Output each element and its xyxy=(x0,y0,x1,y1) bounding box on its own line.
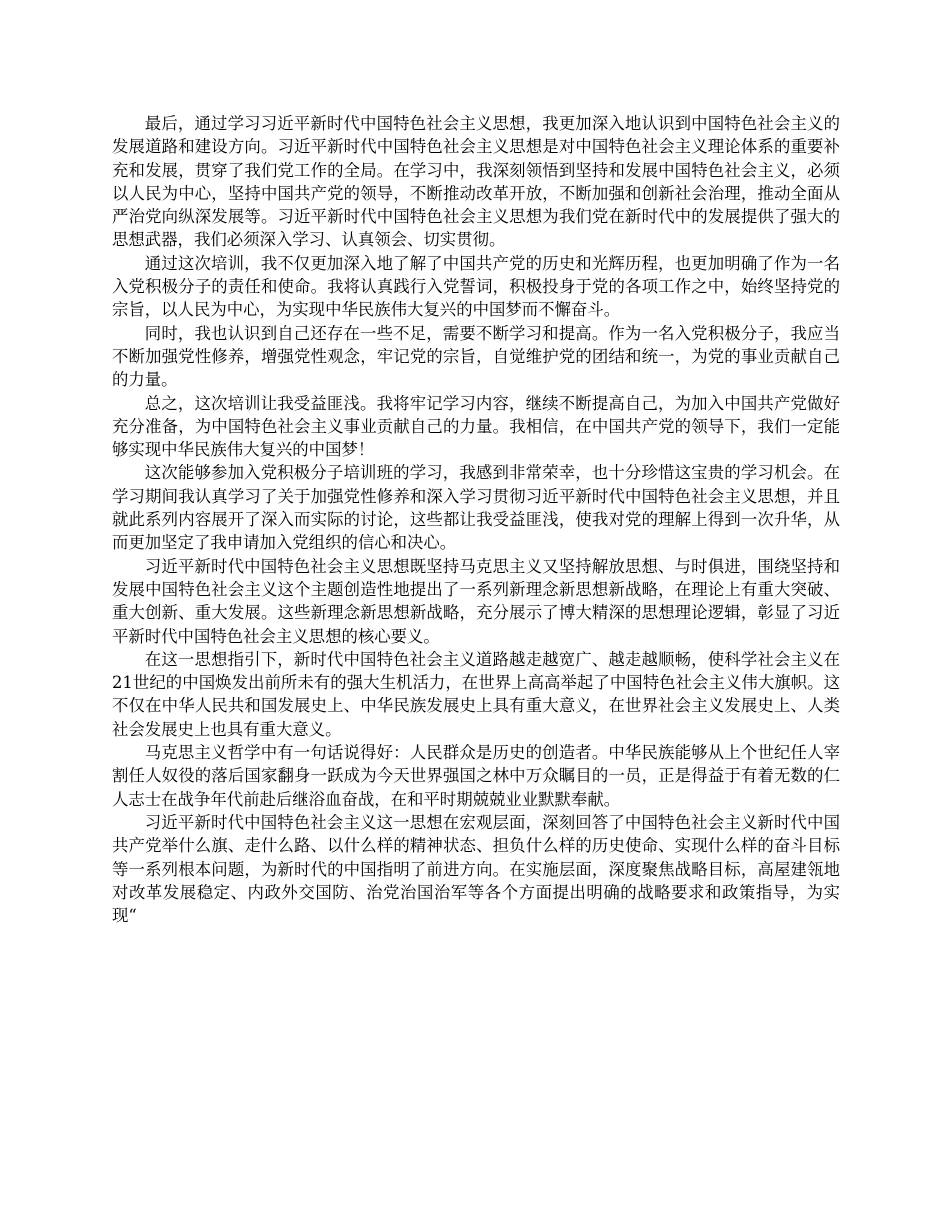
paragraph: 习近平新时代中国特色社会主义思想既坚持马克思主义又坚持解放思想、与时俱进，围绕坚持和发展中国特色社会主义这个主题创造性地提出了一系列新理念新思想新战略，在理论上有重大突破、重大创新、重大发展。这些新理念新思想新战略，充分展示了博大精深的思想理论逻辑，彰显了习近平新时代中国特色社会主义思想的核心要义。 xyxy=(112,556,840,646)
document-body xyxy=(112,112,840,927)
paragraph: 同时，我也认识到自己还存在一些不足，需要不断学习和提高。作为一名入党积极分子，我应当不断加强党性修养，增强党性观念，牢记党的宗旨，自觉维护党的团结和统一，为党的事业贡献自己的力量。 xyxy=(112,323,840,390)
paragraph: 马克思主义哲学中有一句话说得好：人民群众是历史的创造者。中华民族能够从上个世纪任人宰割任人奴役的落后国家翻身一跃成为今天世界强国之林中万众瞩目的一员，正是得益于有着无数的仁人志士在战争年代前赴后继浴血奋战，在和平时期兢兢业业默默奉献。 xyxy=(112,743,840,809)
paragraph: 最后，通过学习习近平新时代中国特色社会主义思想，我更加深入地认识到中国特色社会主义的发展道路和建设方向。习近平新时代中国特色社会主义思想是对中国特色社会主义理论体系的重要补充和发展，贯穿了我们党工作的全局。在学习中，我深刻领悟到坚持和发展中国特色社会主义，必须以人民为中心，坚持中国共产党的领导，不断推动改革开放，不断加强和创新社会治理，推动全面从严治党向纵深发展等。习近平新时代中国特色社会主义思想为我们党在新时代中的发展提供了强大的思想武器，我们必须深入学习、认真领会、切实贯彻。 xyxy=(112,114,840,250)
paragraph: 这次能够参加入党积极分子培训班的学习，我感到非常荣幸，也十分珍惜这宝贵的学习机会。在学习期间我认真学习了关于加强党性修养和深入学习贯彻习近平新时代中国特色社会主义思想，并且就此系列内容展开了深入而实际的讨论，这些都让我受益匪浅，使我对党的理解上得到一次升华，从而更加坚定了我申请加入党组织的信心和决心。 xyxy=(112,463,840,553)
paragraph: 通过这次培训，我不仅更加深入地了解了中国共产党的历史和光辉历程，也更加明确了作为一名入党积极分子的责任和使命。我将认真践行入党誓词，积极投身于党的各项工作之中，始终坚持党的宗旨，以人民为中心，为实现中华民族伟大复兴的中国梦而不懈奋斗。 xyxy=(112,253,840,320)
paragraph: 在这一思想指引下，新时代中国特色社会主义道路越走越宽广、越走越顺畅，使科学社会主义在21世纪的中国焕发出前所未有的强大生机活力，在世界上高高举起了中国特色社会主义伟大旗帜。这不仅在中华人民共和国发展史上、中华民族发展史上具有重大意义，在世界社会主义发展史上、人类社会发展史上也具有重大意义。 xyxy=(112,649,840,739)
paragraph: 总之，这次培训让我受益匪浅。我将牢记学习内容，继续不断提高自己，为加入中国共产党做好充分准备，为中国特色社会主义事业贡献自己的力量。我相信，在中国共产党的领导下，我们一定能够实现中华民族伟大复兴的中国梦！ xyxy=(112,393,840,460)
paragraph: 习近平新时代中国特色社会主义这一思想在宏观层面，深刻回答了中国特色社会主义新时代中国共产党举什么旗、走什么路、以什么样的精神状态、担负什么样的历史使命、实现什么样的奋斗目标等一系列根本问题，为新时代的中国指明了前进方向。在实施层面，深度聚焦战略目标，高屋建瓴地对改革发展稳定、内政外交国防、治党治国治军等各个方面提出明确的战略要求和政策指导，为实现“ xyxy=(112,812,840,926)
